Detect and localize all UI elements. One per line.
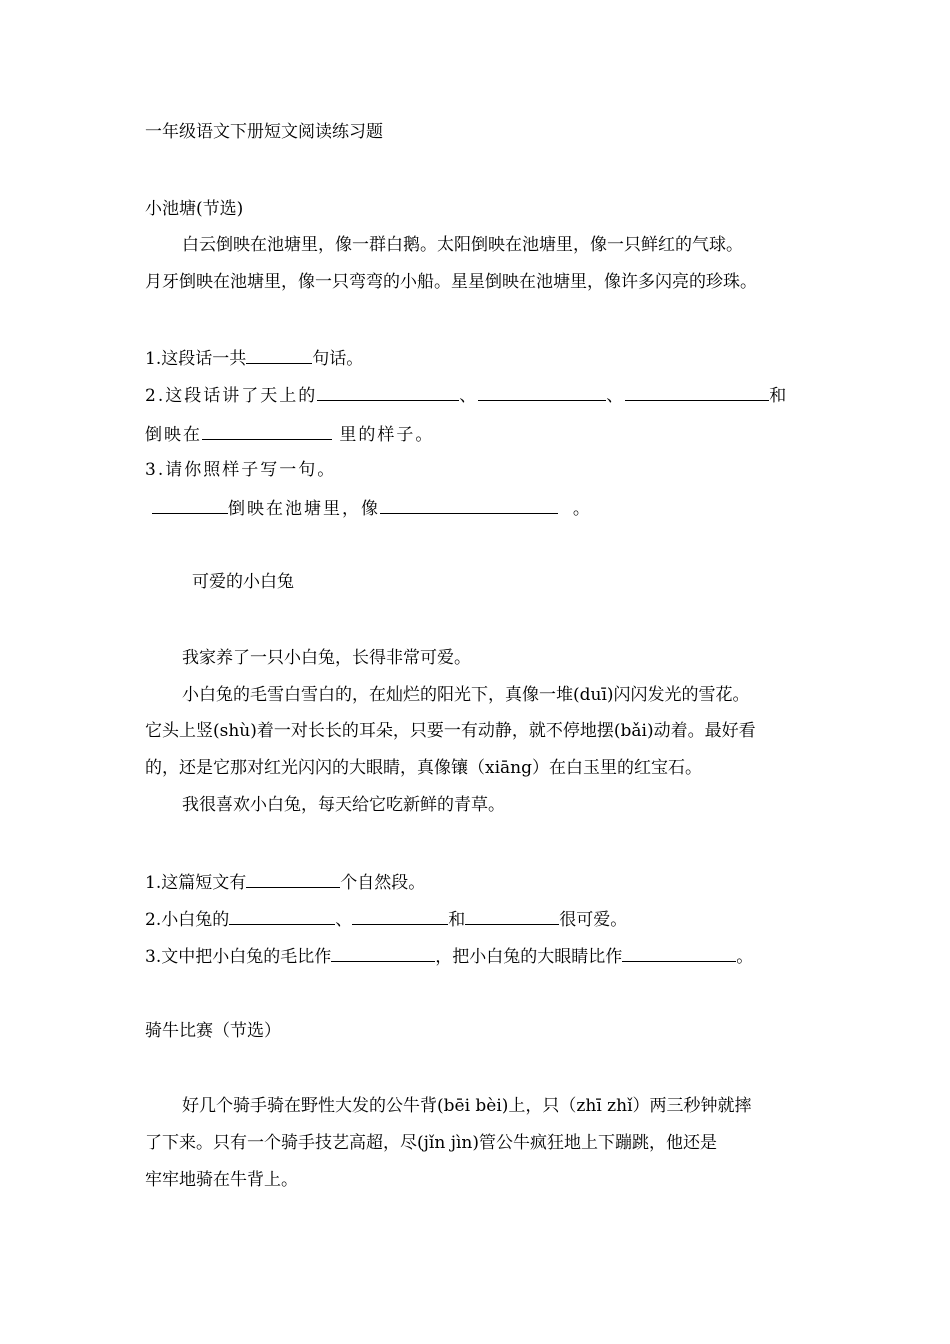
answer-blank[interactable]: [622, 943, 736, 962]
passage-line: 好几个骑手骑在野性大发的公牛背(bēi bèi)上，只（zhī zhǐ）两三秒钟就摔: [182, 1096, 752, 1116]
answer-blank[interactable]: [478, 382, 606, 401]
separator: 、: [335, 910, 353, 930]
passage-line: 小白兔的毛雪白雪白的，在灿烂的阳光下，真像一堆(duī)闪闪发光的雪花。: [182, 685, 750, 705]
passage-line: 牢牢地骑在牛背上。: [145, 1170, 298, 1190]
question-3: [145, 943, 753, 969]
section-title-bull-riding: 骑牛比赛（节选）: [145, 1021, 281, 1041]
question-text: 。: [572, 499, 592, 519]
question-text: 1.这篇短文有: [145, 873, 247, 893]
answer-blank[interactable]: [625, 382, 769, 401]
question-text: 句话。: [312, 349, 364, 369]
answer-blank[interactable]: [229, 906, 335, 925]
question-text: 倒映在池塘里，像: [228, 499, 380, 519]
question-3: 3.请你照样子写一句。: [145, 460, 337, 480]
document-title: 一年级语文下册短文阅读练习题: [145, 122, 383, 142]
separator: 、: [459, 386, 479, 406]
question-1: [145, 345, 363, 371]
answer-blank[interactable]: [202, 421, 332, 440]
section-title-rabbit: 可爱的小白兔: [192, 572, 294, 592]
question-text: 2.小白兔的: [145, 910, 230, 930]
passage-line: 白云倒映在池塘里，像一群白鹅。太阳倒映在池塘里，像一只鲜红的气球。: [182, 235, 743, 255]
passage-line: 它头上竖(shù)着一对长长的耳朵，只要一有动静，就不停地摆(bǎi)动着。最好看: [145, 721, 756, 741]
question-2: [145, 382, 788, 408]
answer-blank[interactable]: [331, 943, 435, 962]
passage-line: 的，还是它那对红光闪闪的大眼睛，真像镶（xiāng）在白玉里的红宝石。: [145, 758, 702, 778]
separator: 、: [606, 386, 626, 406]
passage-line: 了下来。只有一个骑手技艺高超，尽(jǐn jìn)管公牛疯狂地上下蹦跳，他还是: [145, 1133, 717, 1153]
question-text: 。: [736, 947, 754, 967]
passage-line: 我很喜欢小白兔，每天给它吃新鲜的青草。: [182, 795, 505, 815]
question-2: [145, 906, 627, 932]
passage-line: 月牙倒映在池塘里，像一只弯弯的小船。星星倒映在池塘里，像许多闪亮的珍珠。: [145, 272, 757, 292]
answer-blank[interactable]: [152, 495, 228, 514]
answer-blank[interactable]: [380, 495, 558, 514]
answer-blank[interactable]: [317, 382, 459, 401]
question-2-cont: [145, 421, 434, 447]
question-1: [145, 869, 425, 895]
answer-blank[interactable]: [246, 345, 312, 364]
question-3-example: [152, 495, 592, 521]
answer-blank[interactable]: [246, 869, 340, 888]
question-text: 倒映在: [145, 425, 202, 445]
question-text: 个自然段。: [340, 873, 426, 893]
answer-blank[interactable]: [352, 906, 448, 925]
passage-line: 我家养了一只小白兔，长得非常可爱。: [182, 648, 471, 668]
question-text: 3.文中把小白兔的毛比作: [145, 947, 332, 967]
answer-blank[interactable]: [465, 906, 559, 925]
question-text: 和: [448, 910, 466, 930]
question-text: 里的样子。: [339, 425, 435, 445]
question-text: 和: [769, 386, 789, 406]
section-title-pond: 小池塘(节选): [145, 199, 244, 219]
question-text: 很可爱。: [559, 910, 628, 930]
question-text: 2.这段话讲了天上的: [145, 386, 318, 406]
question-text: ，把小白兔的大眼睛比作: [435, 947, 623, 967]
question-text: 1.这段话一共: [145, 349, 247, 369]
